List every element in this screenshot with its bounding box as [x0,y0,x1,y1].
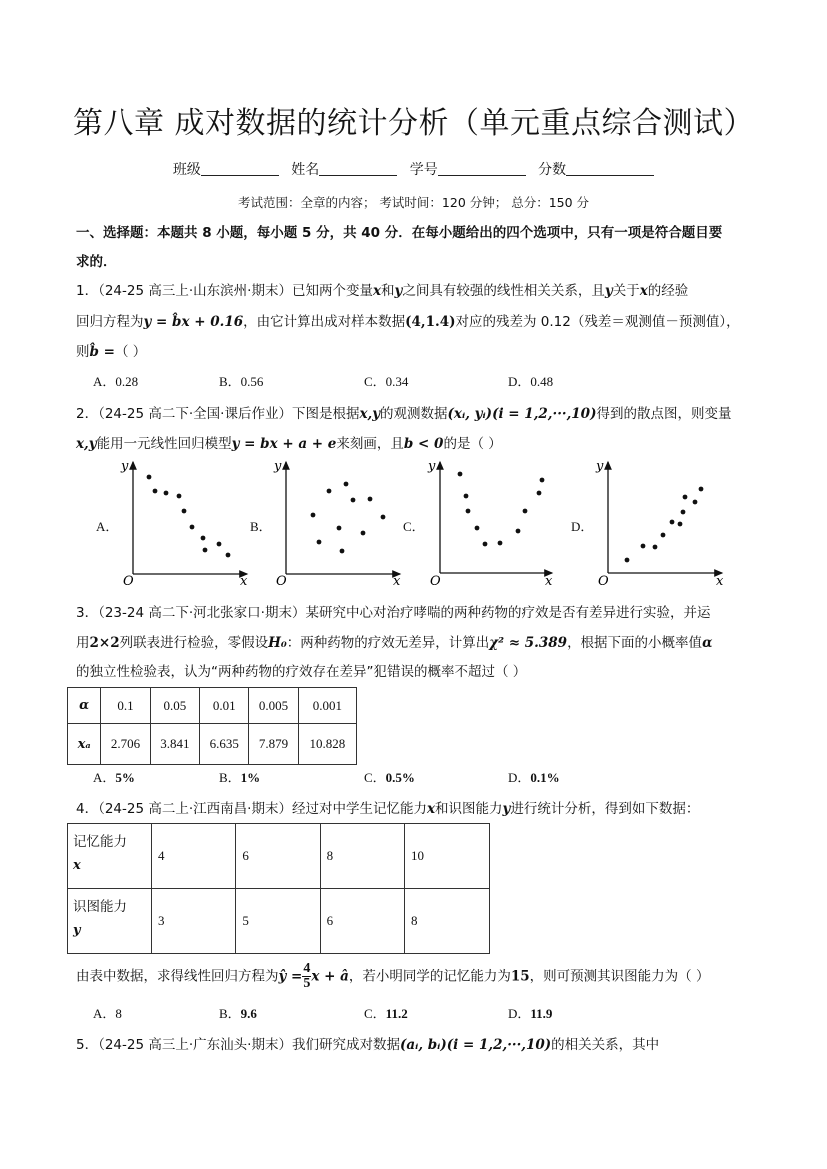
exam-scope: 考试范围：全章的内容； 考试时间：120 分钟； 总分：150 分 [237,195,590,210]
option-a[interactable] [93,1003,122,1022]
option-value: 0.5% [385,770,415,785]
option-label: D． [508,1006,531,1021]
scatter-plot-b [273,459,401,589]
row-label-x-alpha: xₐ [68,724,101,765]
math-var: x [372,283,382,299]
table-cell: 0.1 [101,688,150,724]
text: ，根据下面的小概率值 [567,635,703,651]
question-source: （24-25 高三上·山东滨州·期末） [98,283,292,299]
text: 进行统计分析，得到如下数据： [510,801,700,817]
table-cell: 4 [151,824,235,889]
plot-d-label[interactable]: D． [571,519,594,534]
math-lhs: ŷ = [278,968,303,985]
table-cell: 8 [320,824,404,889]
table-cell: 0.05 [150,688,199,724]
text: 下图是根据 [291,406,360,422]
section-heading-cont: 求的． [76,254,117,270]
row-header-memory [68,824,152,889]
fraction-numerator: 4 [303,961,311,976]
text: 回归方程为 [76,314,144,330]
text: 我们研究成对数据 [291,1037,400,1053]
option-c[interactable] [364,767,415,786]
math-equation: y = b̂x + 0.16 [143,314,244,330]
option-value: 9.6 [240,1006,257,1021]
text: 得到的散点图，则变量 [596,406,732,422]
svg-text:x: x [393,574,401,589]
fraction-denominator: 5 [303,976,311,991]
text: 之间具有较强的线性相关关系，且 [402,283,605,299]
math-var: y [502,801,511,817]
text: 和识图能力 [435,801,503,817]
question-source: （24-25 高二上·江西南昌·期末） [98,801,292,817]
option-label: A． [93,770,116,785]
math-table-type: 2×2 [89,635,120,651]
question-number: 5． [76,1037,99,1053]
math-var: y [604,283,613,299]
text: ：两种药物的疗效无差异，计算出 [286,635,490,651]
field-id-label: 学号 [409,162,438,178]
text: 关于 [612,283,640,299]
question-source: （23-24 高二下·河北张家口·期末） [98,605,306,621]
text: 某研究中心对治疗哮喘的两种药物的疗效是否有差异进行实验，并运 [305,605,711,621]
math-sample: (4,1.4) [405,314,456,330]
question-3-line2 [76,631,712,651]
text: 则 [76,344,90,360]
scatter-plot-a [120,459,248,589]
math-var: x [426,801,436,817]
math-var: y [394,283,403,299]
row-label: 记忆能力 [73,834,127,850]
option-label: D． [508,770,531,785]
option-value: 0.34 [385,374,409,389]
row-label-alpha: α [68,688,101,724]
question-4-line1 [76,797,699,817]
table-cell: 10.828 [298,724,356,765]
table-cell: 5 [236,889,320,954]
svg-text:y: y [121,459,129,474]
text: 和 [381,283,395,299]
option-label: C． [364,1006,386,1021]
text: 列联表进行检验，零假设 [119,635,269,651]
math-vars: x,y [359,406,381,422]
scatter-plot-c [427,459,553,589]
table-cell: 6 [236,824,320,889]
text: ，由它计算出成对样本数据 [243,314,406,330]
table-cell: 0.001 [298,688,356,724]
svg-text:x: x [716,574,724,589]
plot-b-label[interactable]: B． [250,519,272,534]
option-label: C． [364,374,386,389]
row-header-recognition [68,889,152,954]
question-number: 2． [76,406,99,422]
table-cell: 3 [151,889,235,954]
row-label: 识图能力 [73,899,127,915]
option-label: B． [219,770,241,785]
math-memory-value: 15 [510,968,530,985]
table-cell: 10 [405,824,490,889]
option-value: 0.48 [530,374,554,389]
option-label: C． [364,770,386,785]
text: 经过对中学生记忆能力 [291,801,427,817]
section-heading: 一、选择题：本题共 8 小题，每小题 5 分，共 40 分．在每小题给出的四个选项中，只有一项是符合题目要 [76,225,723,241]
field-score-label: 分数 [538,162,567,178]
math-h0: H₀ [268,635,287,651]
svg-text:y: y [596,459,604,474]
question-source: （24-25 高三上·广东汕头·期末） [98,1037,292,1053]
svg-text:x: x [545,574,553,589]
svg-text:y: y [274,459,282,474]
text: 能用一元线性回归模型 [96,436,232,452]
row-var: y [73,923,81,938]
option-d[interactable] [508,1003,552,1022]
option-label: B． [219,1006,241,1021]
answer-paren: ，则可预测其识图能力为（ ） [529,968,710,985]
option-c[interactable] [364,1003,408,1022]
option-value: 11.2 [385,1006,408,1021]
question-3-line3: 的独立性检验表，认为“两种药物的疗效存在差异”犯错误的概率不超过（ ） [76,664,527,680]
plot-a-label[interactable]: A． [96,519,119,534]
option-label: A． [93,374,116,389]
text: 来刻画，且 [336,436,404,452]
option-value: 0.28 [115,374,139,389]
text: 已知两个变量 [291,283,373,299]
table-cell: 0.01 [200,688,249,724]
math-vars: x,y [76,436,97,452]
svg-text:O: O [598,574,609,589]
option-value: 5% [115,770,135,785]
math-rhs: x + â [311,968,349,985]
chi-square-table [67,687,357,765]
plot-c-label[interactable]: C． [403,519,425,534]
option-value: 11.9 [530,1006,553,1021]
option-value: 8 [115,1006,122,1021]
question-number: 1． [76,283,99,299]
option-label: D． [508,374,531,389]
text: 对应的残差为 0.12（残差＝观测值－预测值）， [455,314,740,330]
text: ，若小明同学的记忆能力为 [348,968,511,985]
text: 的相关关系，其中 [551,1037,660,1053]
math-alpha: α [702,635,713,651]
svg-text:O: O [276,574,287,589]
row-var: x [73,858,81,873]
math-model: y = bx + a + e [231,436,337,452]
answer-paren: 的是（ ） [443,436,502,452]
table-cell: 6.635 [200,724,249,765]
math-expr: b̂ = [89,344,115,360]
text: 由表中数据，求得线性回归方程为 [76,968,279,985]
math-data-expr: (xᵢ, yᵢ)(i = 1,2,···,10) [447,406,597,422]
question-source: （24-25 高二下·全国·课后作业） [98,406,292,422]
option-a[interactable] [93,767,135,786]
field-name-label: 姓名 [291,162,320,178]
math-chi-square: χ² ≈ 5.389 [489,635,568,651]
svg-text:O: O [123,574,134,589]
text: 的观测数据 [380,406,448,422]
option-label: B． [219,374,241,389]
table-cell: 8 [405,889,490,954]
option-label: A． [93,1006,116,1021]
math-data-expr: (aᵢ, bᵢ)(i = 1,2,···,10) [399,1037,552,1053]
math-condition: b < 0 [403,436,444,452]
field-class-label: 班级 [172,162,201,178]
answer-paren: （ ） [114,344,147,360]
svg-text:x: x [240,574,248,589]
table-cell: 2.706 [101,724,150,765]
table-cell: 6 [320,889,404,954]
text: 用 [76,635,90,651]
memory-recognition-table [67,823,490,954]
question-5-line1 [76,1033,659,1053]
option-b[interactable] [219,767,260,786]
text: 的经验 [647,283,689,299]
table-cell: 7.879 [249,724,298,765]
question-number: 3． [76,605,99,621]
question-3-line1 [76,601,710,621]
option-value: 1% [240,770,261,785]
page-title: 第八章 成对数据的统计分析（单元重点综合测试） [72,106,755,141]
math-var: x [639,283,648,299]
svg-text:O: O [430,574,441,589]
option-value: 0.1% [530,770,560,785]
table-cell: 0.005 [249,688,298,724]
svg-text:y: y [428,459,436,474]
question-4-line2 [76,962,709,991]
option-value: 0.56 [240,374,264,389]
scatter-plot-d [595,459,724,589]
option-b[interactable] [219,1003,257,1022]
question-number: 4． [76,801,99,817]
table-cell: 3.841 [150,724,199,765]
math-fraction [302,962,311,991]
option-d[interactable] [508,767,560,786]
